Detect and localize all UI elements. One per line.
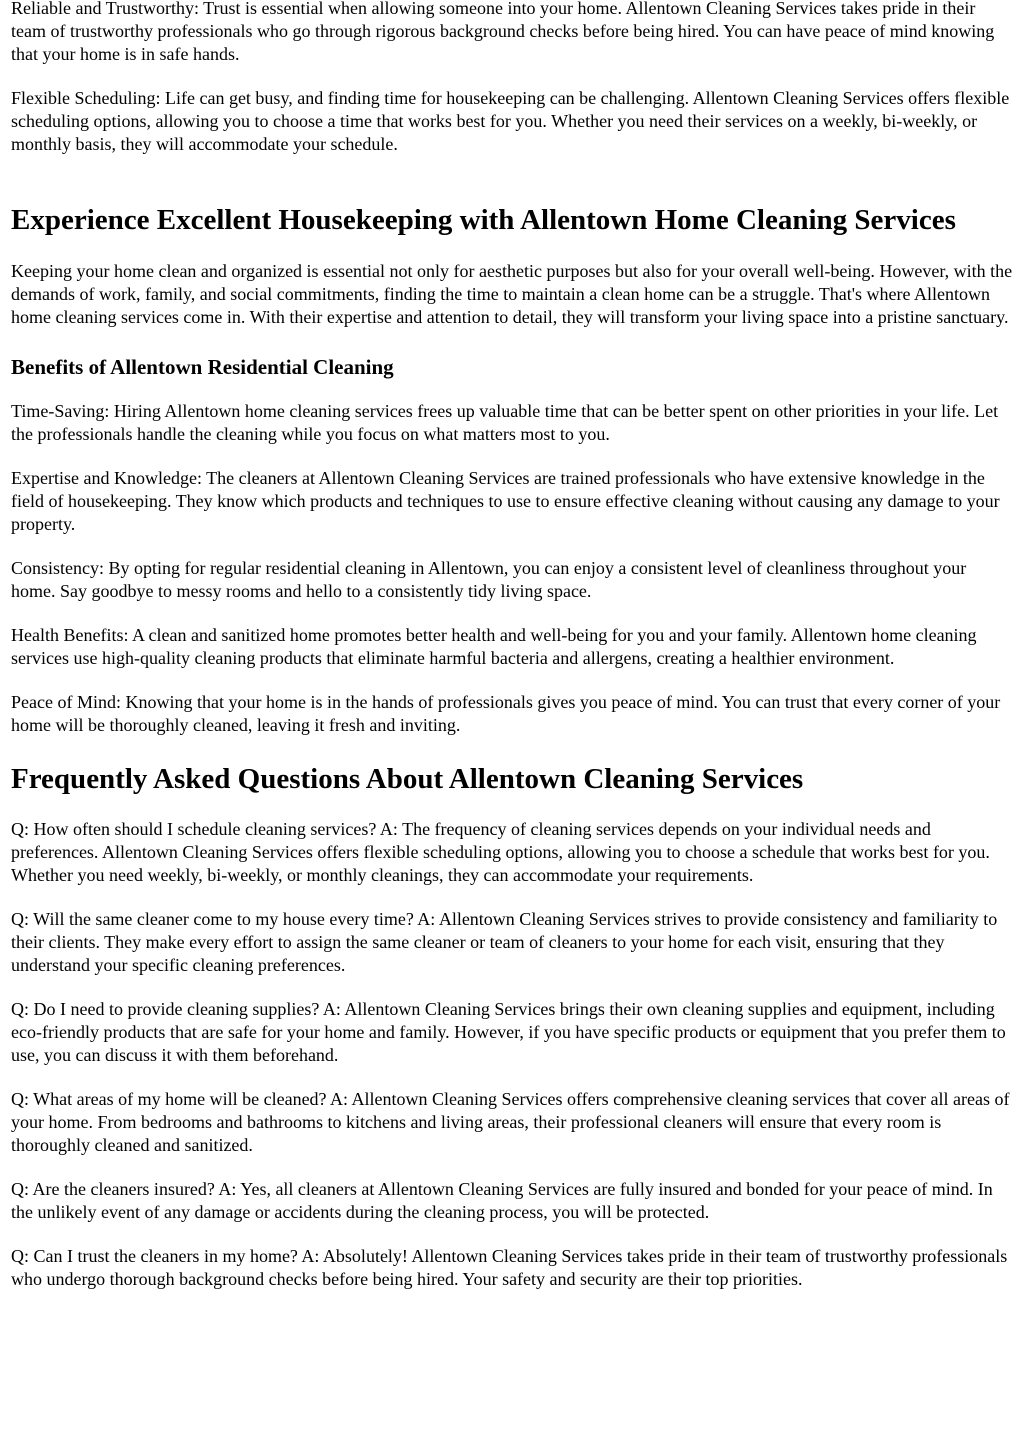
intro-paragraph-reliable: Reliable and Trustworthy: Trust is essential when allowing someone into your home. Allentown Cleaning Services takes pride in their team of trustworthy professionals who go through rigorous background checks before being hired. You can have peace of mind knowing that your home is in safe hands. [11,0,995,64]
intro-paragraph-scheduling: Flexible Scheduling: Life can get busy, and finding time for housekeeping can be challenging. Allentown Cleaning Services offers flexible scheduling options, allowing you to choose a time that works best for you. Whether you need their services on a weekly, bi-weekly, or monthly basis, they will accommodate your schedule. [11,88,1010,154]
section-heading-faq: Frequently Asked Questions About Allentown Cleaning Services [11,763,804,795]
section-heading-benefits: Benefits of Allentown Residential Cleaning [11,355,394,379]
benefit-paragraph-peace-of-mind: Peace of Mind: Knowing that your home is in the hands of professionals gives you peace of mind. You can trust that every corner of your home will be thoroughly cleaned, leaving it fresh and inviting. [11,692,1001,735]
benefit-paragraph-expertise: Expertise and Knowledge: The cleaners at Allentown Cleaning Services are trained professionals who have extensive knowledge in the field of housekeeping. They know which products and techniques to use to ensure effective cleaning without causing any damage to your property. [11,468,1000,534]
faq-item-same-cleaner: Q: Will the same cleaner come to my house every time? A: Allentown Cleaning Services strives to provide consistency and familiarity to their clients. They make every effort to assign the same cleaner or team of cleaners to your home for each visit, ensuring that they understand your specific cleaning preferences. [11,909,998,975]
benefit-paragraph-health: Health Benefits: A clean and sanitized home promotes better health and well-being for you and your family. Allentown home cleaning services use high-quality cleaning products that eliminate harmful bacteria and allergens, creating a healthier environment. [11,625,977,668]
section-heading-experience: Experience Excellent Housekeeping with Allentown Home Cleaning Services [11,204,956,236]
benefit-paragraph-time-saving: Time-Saving: Hiring Allentown home cleaning services frees up valuable time that can be better spent on other priorities in your life. Let the professionals handle the cleaning while you focus on what matters most to you. [11,401,999,444]
faq-item-trust: Q: Can I trust the cleaners in my home? A: Absolutely! Allentown Cleaning Services takes pride in their team of trustworthy professionals who undergo thorough background checks before being hired. Your safety and security are their top priorities. [11,1246,1008,1289]
faq-item-insured: Q: Are the cleaners insured? A: Yes, all cleaners at Allentown Cleaning Services are fully insured and bonded for your peace of mind. In the unlikely event of any damage or accidents during the cleaning process, you will be protected. [11,1179,993,1222]
faq-item-frequency: Q: How often should I schedule cleaning services? A: The frequency of cleaning services depends on your individual needs and preferences. Allentown Cleaning Services offers flexible scheduling options, allowing you to choose a schedule that works best for you. Whether you need weekly, bi-weekly, or monthly cleanings, they can accommodate your requirements. [11,819,990,885]
experience-paragraph: Keeping your home clean and organized is essential not only for aesthetic purposes but also for your overall well-being. However, with the demands of work, family, and social commitments, finding the time to maintain a clean home can be a struggle. That's where Allentown home cleaning services come in. With their expertise and attention to detail, they will transform your living space into a pristine sanctuary. [11,261,1013,327]
benefit-paragraph-consistency: Consistency: By opting for regular residential cleaning in Allentown, you can enjoy a consistent level of cleanliness throughout your home. Say goodbye to messy rooms and hello to a consistently tidy living space. [11,558,967,601]
faq-item-supplies: Q: Do I need to provide cleaning supplies? A: Allentown Cleaning Services brings their own cleaning supplies and equipment, including eco-friendly products that are safe for your home and family. However, if you have specific products or equipment that you prefer them to use, you can discuss it with them beforehand. [11,999,1006,1065]
faq-item-areas: Q: What areas of my home will be cleaned? A: Allentown Cleaning Services offers comprehensive cleaning services that cover all areas of your home. From bedrooms and bathrooms to kitchens and living areas, their professional cleaners will ensure that every room is thoroughly cleaned and sanitized. [11,1089,1010,1155]
